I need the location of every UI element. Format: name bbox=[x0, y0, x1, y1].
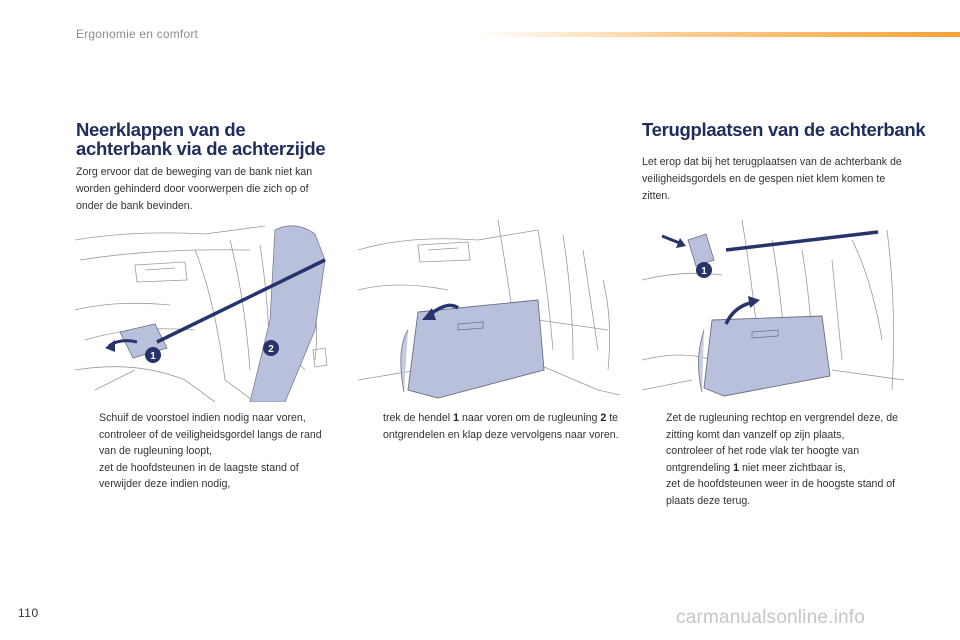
label-badge-2 bbox=[263, 340, 279, 356]
highlight-seat-backrest bbox=[704, 316, 830, 396]
list-item: Schuif de voorstoel indien nodig naar voren, bbox=[99, 412, 306, 424]
intro-restore: Let erop dat bij het terugplaatsen van de achterbank de veiligheidsgordels en de gespen niet klem komen te zitten. bbox=[642, 156, 902, 202]
list-item: controleer of het rode vlak ter hoogte van ontgrendeling 1 niet meer zichtbaar is, bbox=[666, 445, 860, 474]
label-2-text: 2 bbox=[268, 344, 274, 355]
page-number: 110 bbox=[18, 606, 39, 620]
highlight-latch bbox=[688, 234, 714, 266]
list-item: trek de hendel 1 naar voren om de rugleuning 2 te ontgrendelen en klap deze vervolgens naar voren. bbox=[383, 412, 619, 441]
list-item: Zet de rugleuning rechtop en vergrendel deze, de zitting komt dan vanzelf op zijn plaats, bbox=[666, 412, 899, 441]
heading-fold-backrest bbox=[76, 120, 356, 158]
figure-fold-forward bbox=[358, 220, 620, 402]
heading-line-2: achterbank via de achterzijde bbox=[76, 138, 326, 159]
label-badge-1-restore bbox=[696, 262, 712, 278]
figure-restore-backrest bbox=[642, 220, 904, 402]
intro-fold: Zorg ervoor dat de beweging van de bank niet kan worden gehinderd door voorwerpen die zich op of onder de bank bevinden. bbox=[76, 166, 313, 212]
header-accent-bar bbox=[478, 32, 960, 37]
steps-fold-action bbox=[359, 410, 621, 443]
list-item: zet de hoofdsteunen weer in de hoogste stand of plaats deze terug. bbox=[666, 478, 896, 507]
figure-lever-release bbox=[75, 220, 337, 402]
list-item: controleer of de veiligheidsgordel langs de rand van de rugleuning loopt, bbox=[99, 428, 322, 457]
section-title: Ergonomie en comfort bbox=[76, 27, 199, 41]
steps-fold-prep bbox=[75, 410, 337, 493]
heading-line-1: Neerklappen van de bbox=[76, 119, 246, 140]
heading-restore-bench: Terugplaatsen van de achterbank bbox=[642, 119, 926, 140]
label-1-text: 1 bbox=[150, 351, 156, 362]
illustration-rear-seat-lever bbox=[75, 220, 337, 402]
label-badge-1 bbox=[145, 347, 161, 363]
steps-restore bbox=[642, 410, 904, 509]
label-1-restore-text: 1 bbox=[701, 266, 707, 277]
illustration-backrest-up bbox=[642, 220, 904, 402]
illustration-backrest-folding bbox=[358, 220, 620, 402]
arrow-head-icon bbox=[105, 340, 115, 352]
list-item: zet de hoofdsteunen in de laagste stand of verwijder deze indien nodig, bbox=[99, 461, 299, 490]
watermark: carmanualsonline.info bbox=[676, 607, 866, 628]
